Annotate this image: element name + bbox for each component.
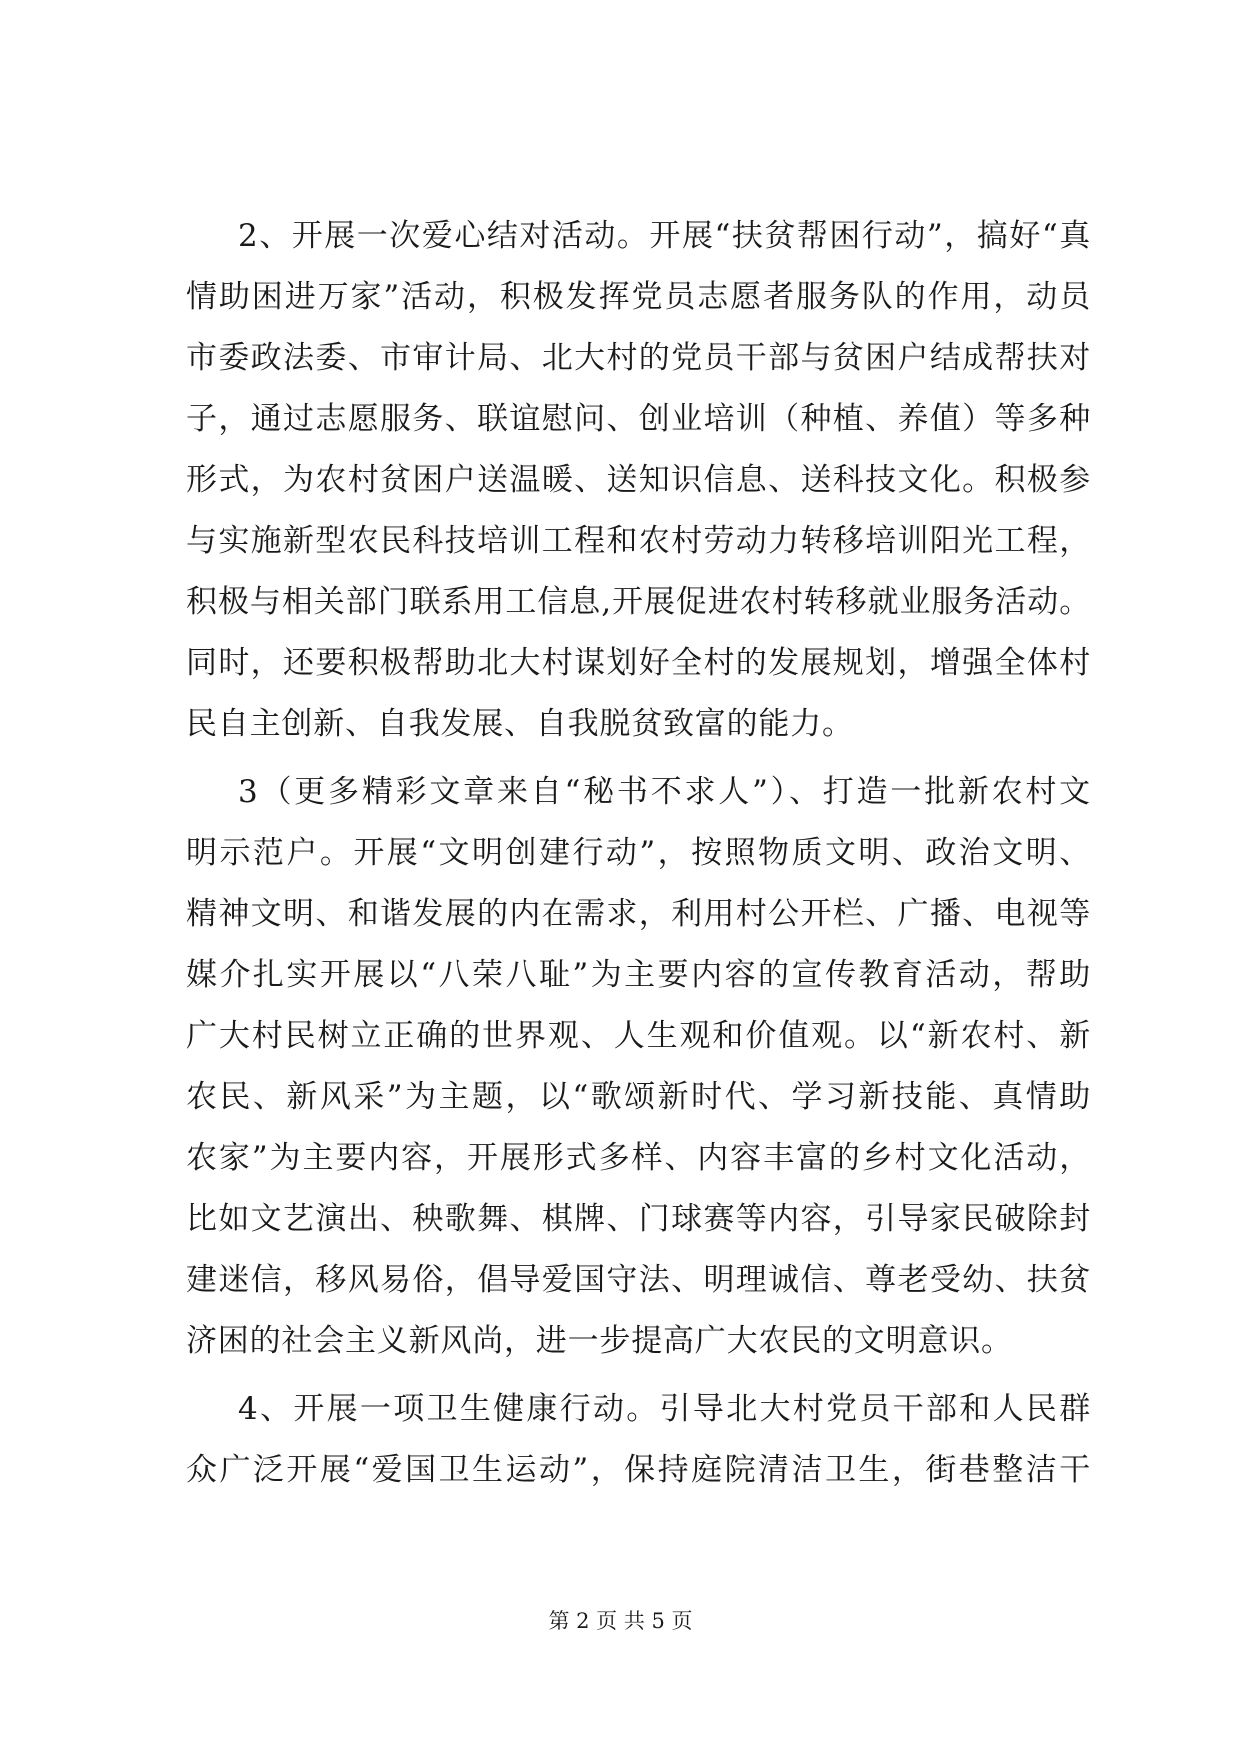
text-line: 媒介扎实开展以“八荣八耻”为主要内容的宣传教育活动，帮助 [186,957,1091,993]
text-line: 4、开展一项卫生健康行动。引导北大村党员干部和人民群 [238,1391,1091,1427]
page-number-footer: 第 2 页 共 5 页 [548,1609,693,1633]
text-line: 情助困进万家”活动，积极发挥党员志愿者服务队的作用，动员 [186,279,1091,315]
text-line: 与实施新型农民科技培训工程和农村劳动力转移培训阳光工程， [186,523,1091,559]
text-line: 民自主创新、自我发展、自我脱贫致富的能力。 [186,706,854,742]
document-body [186,206,1091,1501]
text-line: 农家”为主要内容，开展形式多样、内容丰富的乡村文化活动， [186,1140,1091,1176]
text-line: 子，通过志愿服务、联谊慰问、创业培训（种植、养值）等多种 [186,401,1091,437]
text-line: 众广泛开展“爱国卫生运动”，保持庭院清洁卫生，街巷整洁干 [186,1452,1091,1488]
text-line: 市委政法委、市审计局、北大村的党员干部与贫困户结成帮扶对 [186,340,1091,376]
text-line: 济困的社会主义新风尚，进一步提高广大农民的文明意识。 [186,1323,1013,1359]
text-line: 精神文明、和谐发展的内在需求，利用村公开栏、广播、电视等 [186,896,1091,932]
text-line: 广大村民树立正确的世界观、人生观和价值观。以“新农村、新 [186,1018,1091,1054]
text-line: 2、开展一次爱心结对活动。开展“扶贫帮困行动”，搞好“真 [238,218,1091,254]
text-line: 明示范户。开展“文明创建行动”，按照物质文明、政治文明、 [186,835,1091,871]
text-line: 同时，还要积极帮助北大村谋划好全村的发展规划，增强全体村 [186,645,1091,681]
text-line: 3（更多精彩文章来自“秘书不求人”）、打造一批新农村文 [238,774,1091,810]
text-line: 比如文艺演出、秧歌舞、棋牌、门球赛等内容，引导家民破除封 [186,1201,1091,1237]
paragraph-2 [186,206,1091,755]
text-line: 农民、新风采”为主题，以“歌颂新时代、学习新技能、真情助 [186,1079,1091,1115]
paragraph-3 [186,762,1091,1372]
text-line: 形式，为农村贫困户送温暖、送知识信息、送科技文化。积极参 [186,462,1091,498]
paragraph-4 [186,1379,1091,1501]
text-line: 积极与相关部门联系用工信息,开展促进农村转移就业服务活动。 [186,584,1091,620]
text-line: 建迷信，移风易俗，倡导爱国守法、明理诚信、尊老受幼、扶贫 [186,1262,1091,1298]
